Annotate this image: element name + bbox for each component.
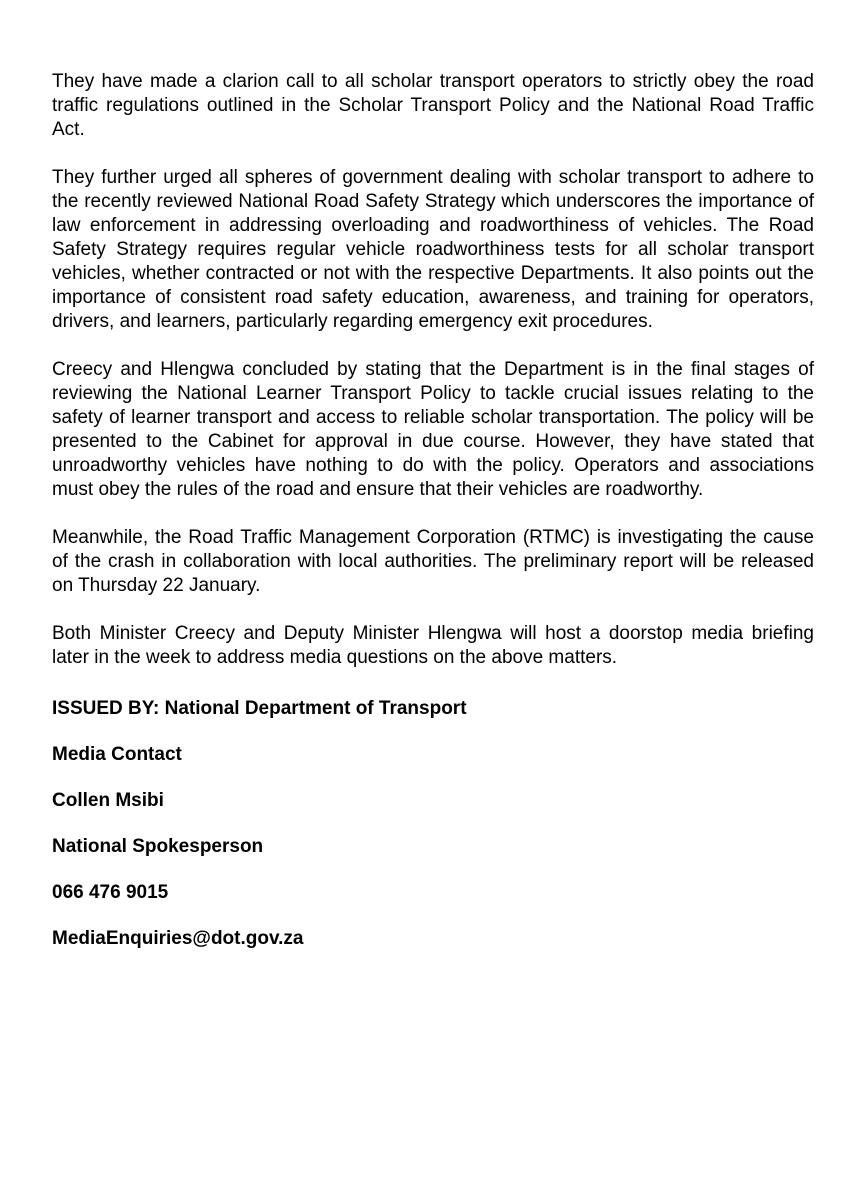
paragraph-learner-transport-policy: Creecy and Hlengwa concluded by stating that the Department is in the final stages of reviewing the National Learner Transport Policy to tackle crucial issues relating to the safety of learner transport and access to reliable scholar transportation. The policy will be presented to the Cabinet for approval in due course. However, they have stated that unroadworthy vehicles have nothing to do with the policy. Operators and associations must obey the rules of the road and ensure that their vehicles are roadworthy. xyxy=(52,359,814,500)
media-contact-heading: Media Contact xyxy=(52,744,182,765)
issued-by: ISSUED BY: National Department of Transport xyxy=(52,698,467,719)
contact-phone: 066 476 9015 xyxy=(52,882,169,903)
paragraph-rtmc-investigation: Meanwhile, the Road Traffic Management Corporation (RTMC) is investigating the cause of the crash in collaboration with local authorities. The preliminary report will be released on Thursday 22 January. xyxy=(52,527,814,596)
contact-name: Collen Msibi xyxy=(52,790,164,811)
paragraph-scholar-transport-call: They have made a clarion call to all scholar transport operators to strictly obey the road traffic regulations outlined in the Scholar Transport Policy and the National Road Traffic Act. xyxy=(52,71,814,140)
contact-title: National Spokesperson xyxy=(52,836,264,857)
paragraph-media-briefing: Both Minister Creecy and Deputy Minister Hlengwa will host a doorstop media briefing later in the week to address media questions on the above matters. xyxy=(52,623,814,668)
paragraph-road-safety-strategy: They further urged all spheres of government dealing with scholar transport to adhere to the recently reviewed National Road Safety Strategy which underscores the importance of law enforcement in addressing overloading and roadworthiness of vehicles. The Road Safety Strategy requires regular vehicle roadworthiness tests for all scholar transport vehicles, whether contracted or not with the respective Departments. It also points out the importance of consistent road safety education, awareness, and training for operators, drivers, and learners, particularly regarding emergency exit procedures. xyxy=(52,167,814,332)
press-release-page xyxy=(52,70,814,973)
contact-email: MediaEnquiries@dot.gov.za xyxy=(52,928,304,949)
